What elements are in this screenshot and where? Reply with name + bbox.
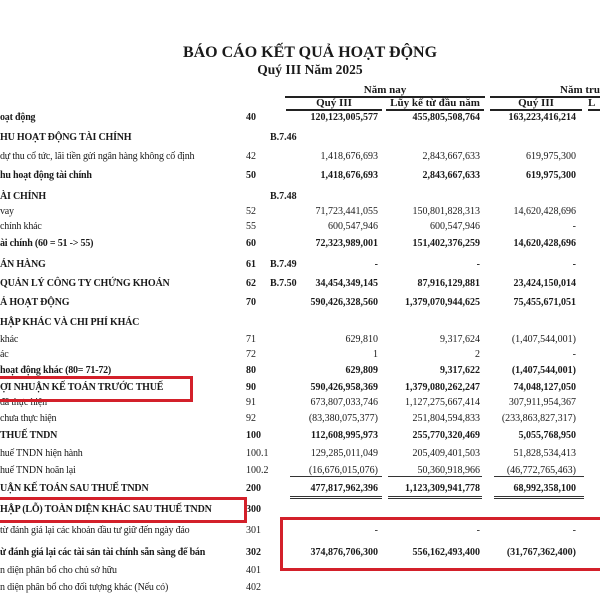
- value-ytd: 600,547,946: [430, 221, 480, 232]
- row-label: ÁN HÀNG: [0, 259, 46, 270]
- value-q3: (83,380,075,377): [308, 413, 378, 424]
- value-q3: -: [374, 525, 378, 536]
- value-ytd: -: [476, 259, 480, 270]
- value-ytd: 150,801,828,313: [412, 206, 480, 217]
- value-ytd: 255,770,320,469: [412, 430, 480, 441]
- table-row: [0, 149, 600, 165]
- row-note: B.7.46: [270, 132, 297, 143]
- row-label: HẬP KHÁC VÀ CHI PHÍ KHÁC: [0, 317, 140, 328]
- row-label: ác: [0, 349, 9, 360]
- row-code: 52: [246, 206, 256, 217]
- row-code: 200: [246, 483, 261, 494]
- table-row: [0, 428, 600, 444]
- subtotal-line: [290, 476, 382, 477]
- row-label: chưa thực hiện: [0, 413, 57, 424]
- value-q3: 477,817,962,396: [310, 483, 378, 494]
- row-label: n diện phân bổ cho đối tượng khác (Nếu có): [0, 582, 169, 593]
- value-ytd: 556,162,493,400: [412, 547, 480, 558]
- table-row: [0, 276, 600, 292]
- value-q3: 629,809: [345, 365, 378, 376]
- table-row: [0, 580, 600, 596]
- value-ytd: 1,379,080,262,247: [405, 382, 480, 393]
- value-q3-prior: 23,424,150,014: [513, 278, 576, 289]
- value-q3-prior: 14,620,428,696: [513, 238, 576, 249]
- value-q3: 590,426,958,369: [310, 382, 378, 393]
- value-q3: 112,608,995,973: [311, 430, 378, 441]
- row-label: UẬN KẾ TOÁN SAU THUẾ TNDN: [0, 483, 149, 494]
- value-q3-prior: (233,863,827,317): [501, 413, 576, 424]
- value-q3-prior: 619,975,300: [526, 151, 576, 162]
- col-header-q3: Quý III: [286, 97, 382, 111]
- total-double-line: [494, 496, 584, 501]
- row-code: 92: [246, 413, 256, 424]
- row-code: 100: [246, 430, 261, 441]
- row-code: 301: [246, 525, 261, 536]
- highlight-profit-before-tax: [0, 376, 193, 402]
- row-code: 60: [246, 238, 256, 249]
- row-label: khác: [0, 334, 19, 345]
- table-row: [0, 481, 600, 497]
- value-q3-prior: 51,828,534,413: [513, 448, 576, 459]
- row-label: ài chính (60 = 51 -> 55): [0, 238, 94, 249]
- table-row: [0, 257, 600, 273]
- value-q3-prior: (31,767,362,400): [506, 547, 576, 558]
- row-label: QUẢN LÝ CÔNG TY CHỨNG KHOÁN: [0, 278, 170, 289]
- table-row: [0, 446, 600, 462]
- row-label: HU HOẠT ĐỘNG TÀI CHÍNH: [0, 132, 132, 143]
- table-row: [0, 315, 600, 331]
- value-q3: 129,285,011,049: [310, 448, 378, 459]
- value-q3: (16,676,015,076): [308, 465, 378, 476]
- value-q3-prior: (1,407,544,001): [511, 365, 576, 376]
- table-row: [0, 332, 600, 348]
- subtotal-line: [494, 476, 584, 477]
- row-label: oạt động: [0, 112, 36, 123]
- row-code: 61: [246, 259, 256, 270]
- row-note: B.7.48: [270, 191, 297, 202]
- value-q3-prior: -: [572, 221, 576, 232]
- table-row: [0, 189, 600, 205]
- value-q3: 72,323,989,001: [315, 238, 378, 249]
- row-code: 70: [246, 297, 256, 308]
- value-q3: -: [374, 259, 378, 270]
- table-row: [0, 347, 600, 363]
- row-label: ÀI CHÍNH: [0, 191, 46, 202]
- value-q3: 1,418,676,693: [320, 170, 378, 181]
- row-label: THUẾ TNDN: [0, 430, 58, 441]
- row-label: vay: [0, 206, 14, 217]
- row-code: 80: [246, 365, 256, 376]
- col-header-ytd: Lũy kế từ đầu năm: [386, 97, 484, 111]
- row-label: n diện phân bổ cho chủ sở hữu: [0, 565, 117, 576]
- row-code: 100.1: [246, 448, 269, 459]
- col-header-prior-partial: L: [588, 97, 600, 111]
- table-row: [0, 204, 600, 220]
- row-code: 72: [246, 349, 256, 360]
- value-q3-prior: (1,407,544,001): [511, 334, 576, 345]
- col-header-q3-prior: Quý III: [490, 97, 582, 111]
- row-code: 402: [246, 582, 261, 593]
- row-label: Ả HOẠT ĐỘNG: [0, 297, 70, 308]
- highlight-other-comprehensive-income: [0, 497, 247, 523]
- highlight-oci-values: [280, 517, 600, 571]
- value-ytd: 1,127,275,667,414: [405, 397, 480, 408]
- value-q3-prior: -: [572, 349, 576, 360]
- row-code: 91: [246, 397, 256, 408]
- table-row: [0, 236, 600, 252]
- row-label: ỢI NHUẬN KẾ TOÁN TRƯỚC THUẾ: [0, 382, 164, 393]
- row-code: 50: [246, 170, 256, 181]
- row-label: ừ đánh giá lại các tài sản tài chính sẵn sàng để bán: [0, 547, 206, 558]
- value-ytd: 50,360,918,966: [417, 465, 480, 476]
- value-q3: 1,418,676,693: [320, 151, 378, 162]
- value-q3: 374,876,706,300: [310, 547, 378, 558]
- value-q3-prior: 14,620,428,696: [513, 206, 576, 217]
- value-q3: 590,426,328,560: [310, 297, 378, 308]
- row-label: đã thực hiện: [0, 397, 47, 408]
- value-ytd: 151,402,376,259: [412, 238, 480, 249]
- row-label: huế TNDN hoãn lại: [0, 465, 76, 476]
- row-code: 302: [246, 547, 261, 558]
- value-ytd: 205,409,401,503: [412, 448, 480, 459]
- table-row: [0, 295, 600, 311]
- value-q3: 600,547,946: [328, 221, 378, 232]
- value-q3-prior: 307,911,954,367: [508, 397, 576, 408]
- value-q3-prior: 75,455,671,051: [513, 297, 576, 308]
- value-ytd: 1,123,309,941,778: [405, 483, 480, 494]
- value-ytd: 2,843,667,633: [422, 151, 480, 162]
- table-row: [0, 168, 600, 184]
- report-title: BÁO CÁO KẾT QUẢ HOẠT ĐỘNG: [182, 44, 438, 61]
- total-double-line: [290, 496, 382, 501]
- value-q3: 673,807,033,746: [310, 397, 378, 408]
- value-ytd: 251,804,594,833: [412, 413, 480, 424]
- row-code: 300: [246, 504, 261, 515]
- row-code: 62: [246, 278, 256, 289]
- value-q3-prior: 619,975,300: [526, 170, 576, 181]
- value-ytd: 9,317,622: [440, 365, 480, 376]
- row-label: huế TNDN hiện hành: [0, 448, 83, 459]
- row-code: 100.2: [246, 465, 269, 476]
- row-label: dự thu cổ tức, lãi tiền gửi ngân hàng không cố định: [0, 151, 195, 162]
- value-q3-prior: 68,992,358,100: [513, 483, 576, 494]
- table-row: [0, 130, 600, 146]
- row-label: HẬP (LỖ) TOÀN DIỆN KHÁC SAU THUẾ TNDN: [0, 504, 212, 515]
- value-q3-prior: (46,772,765,463): [506, 465, 576, 476]
- value-q3-prior: 5,055,768,950: [518, 430, 576, 441]
- value-ytd: 2: [475, 349, 480, 360]
- group-header-current-year: Năm nay: [285, 84, 485, 98]
- total-double-line: [388, 496, 482, 501]
- group-header-prior-year: Năm tru: [490, 84, 600, 98]
- row-label: từ đánh giá lại các khoản đầu tư giữ đến ngày đáo: [0, 525, 190, 536]
- value-q3: 1: [373, 349, 378, 360]
- value-q3-prior: 163,223,416,214: [508, 112, 576, 123]
- value-q3: 34,454,349,145: [315, 278, 378, 289]
- row-code: 90: [246, 382, 256, 393]
- row-label: hu hoạt động tài chính: [0, 170, 92, 181]
- row-note: B.7.50: [270, 278, 297, 289]
- value-ytd: 9,317,624: [440, 334, 480, 345]
- value-ytd: 2,843,667,633: [422, 170, 480, 181]
- row-code: 55: [246, 221, 256, 232]
- table-row: [0, 110, 600, 126]
- row-label: chính khác: [0, 221, 42, 232]
- value-q3-prior: -: [572, 525, 576, 536]
- table-row: [0, 219, 600, 235]
- value-q3-prior: -: [572, 259, 576, 270]
- row-code: 71: [246, 334, 256, 345]
- subtotal-line: [388, 476, 482, 477]
- value-q3: 120,123,005,577: [310, 112, 378, 123]
- row-note: B.7.49: [270, 259, 297, 270]
- row-code: 40: [246, 112, 256, 123]
- value-q3: 71,723,441,055: [315, 206, 378, 217]
- value-ytd: -: [476, 525, 480, 536]
- value-ytd: 1,379,070,944,625: [405, 297, 480, 308]
- value-ytd: 87,916,129,881: [417, 278, 480, 289]
- value-q3: 629,810: [345, 334, 378, 345]
- row-label: hoạt động khác (80= 71-72): [0, 365, 112, 376]
- row-code: 401: [246, 565, 261, 576]
- row-code: 42: [246, 151, 256, 162]
- table-row: [0, 411, 600, 427]
- value-q3-prior: 74,048,127,050: [513, 382, 576, 393]
- value-ytd: 455,805,508,764: [412, 112, 480, 123]
- report-period: Quý III Năm 2025: [257, 62, 363, 77]
